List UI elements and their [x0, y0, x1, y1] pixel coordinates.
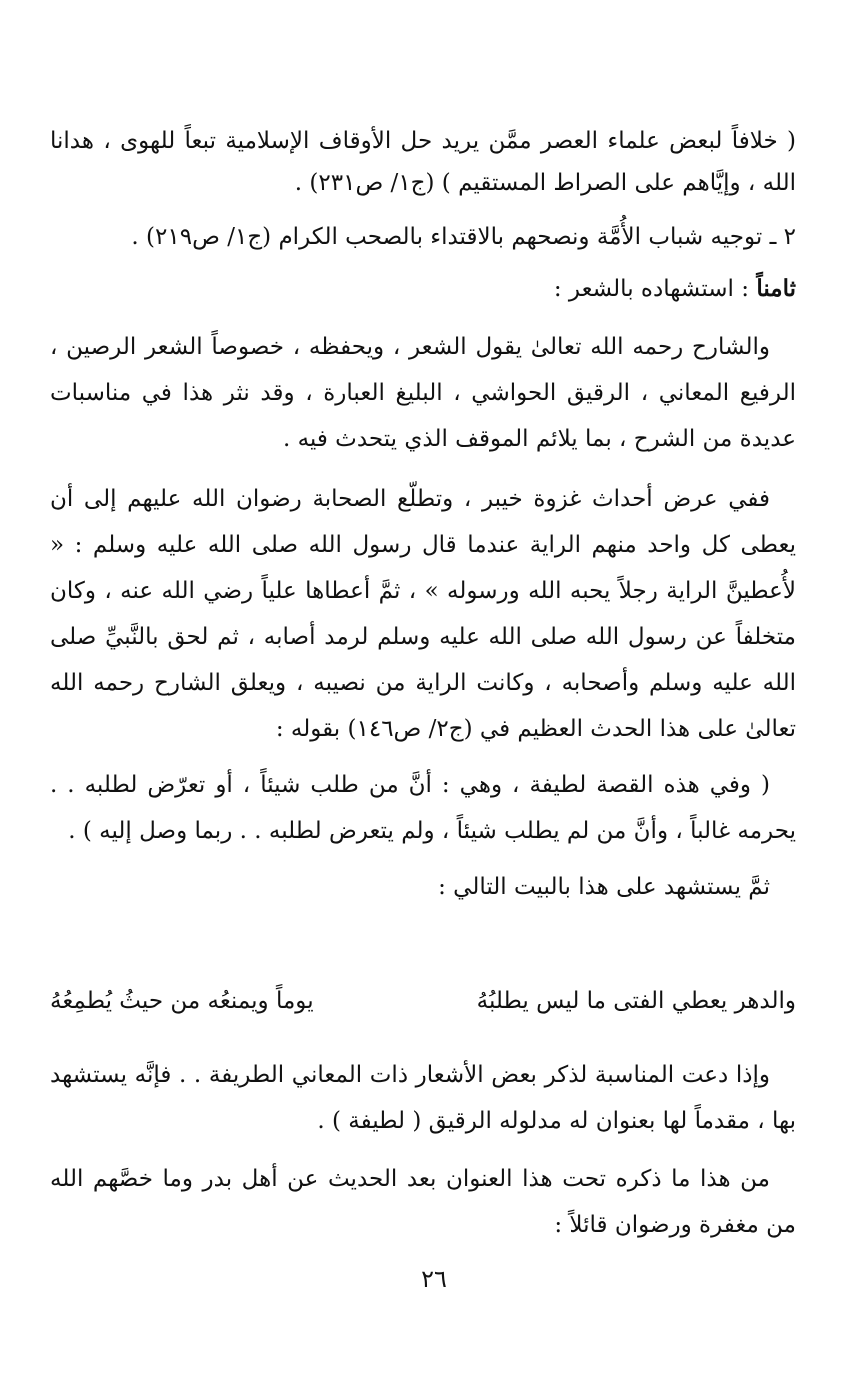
page-body — [50, 120, 796, 910]
poem-first-hemistich: والدهر يعطي الفتى ما ليس يطلبُهُ — [476, 988, 796, 1014]
poem-verse — [50, 988, 796, 1034]
paragraph-poetry-intro: والشارح رحمه الله تعالىٰ يقول الشعر ، ويحفظه ، خصوصاً الشعر الرصين ، الرفيع المعاني ، الرقيق الحواشي ، البليغ العبارة ، وقد نثر هذا في مناسبات عديدة من الشرح ، بما يلائم الموقف الذي يتحدث فيه . — [50, 334, 796, 452]
page-number: ٢٦ — [421, 1265, 447, 1293]
paragraph-anecdote-intro: وإذا دعت المناسبة لذكر بعض الأشعار ذات المعاني الطريفة . . فإنَّه يستشهد بها ، مقدماً لها بعنوان له مدلوله الرقيق ( لطيفة ) . — [50, 1062, 796, 1134]
paragraph-verse-intro: ثمَّ يستشهد على هذا بالبيت التالي : — [438, 874, 770, 900]
page-body-lower — [50, 1052, 796, 1248]
section-heading-title: : استشهاده بالشعر : — [553, 276, 757, 302]
section-heading — [50, 268, 796, 310]
quote-paragraph-subtlety: ( وفي هذه القصة لطيفة ، وهي : أنَّ من طلب شيئاً ، أو تعرّض لطلبه . . يحرمه غالباً ، وأنَّ من لم يطلب شيئاً ، ولم يتعرض لطلبه . . ربما وصل إليه ) . — [50, 772, 796, 844]
quote-paragraph-endowments: ( خلافاً لبعض علماء العصر ممَّن يريد حل الأوقاف الإسلامية تبعاً للهوى ، هدانا الله ، وإيَّاهم على الصراط المستقيم ) (ج١/ ص٢٣١) . — [50, 128, 796, 196]
section-heading-label: ثامناً — [756, 275, 796, 302]
poem-second-hemistich: يوماً ويمنعُه من حيثُ يُطمِعُهُ — [50, 988, 314, 1014]
list-item-youth-guidance: ٢ ـ توجيه شباب الأُمَّة ونصحهم بالاقتداء بالصحب الكرام (ج١/ ص٢١٩) . — [131, 224, 796, 250]
paragraph-badr-intro: من هذا ما ذكره تحت هذا العنوان بعد الحديث عن أهل بدر وما خصَّهم الله من مغفرة ورضوان قائلاً : — [50, 1166, 796, 1238]
paragraph-khaybar-story: ففي عرض أحداث غزوة خيبر ، وتطلّع الصحابة رضوان الله عليهم إلى أن يعطى كل واحد منهم الراية عندما قال رسول الله صلى الله عليه وسلم : « لأُعطينَّ الراية رجلاً يحبه الله ورسوله » ، ثمَّ أعطاها علياً رضي الله عنه ، وكان متخلفاً عن رسول الله صلى الله عليه وسلم لرمد أصابه ، ثم لحق بالنَّبيِّ صلى الله عليه وسلم وأصحابه ، وكانت الراية من نصيبه ، ويعلق الشارح رحمه الله تعالىٰ على هذا الحدث العظيم في (ج٢/ ص١٤٦) بقوله : — [50, 486, 796, 742]
